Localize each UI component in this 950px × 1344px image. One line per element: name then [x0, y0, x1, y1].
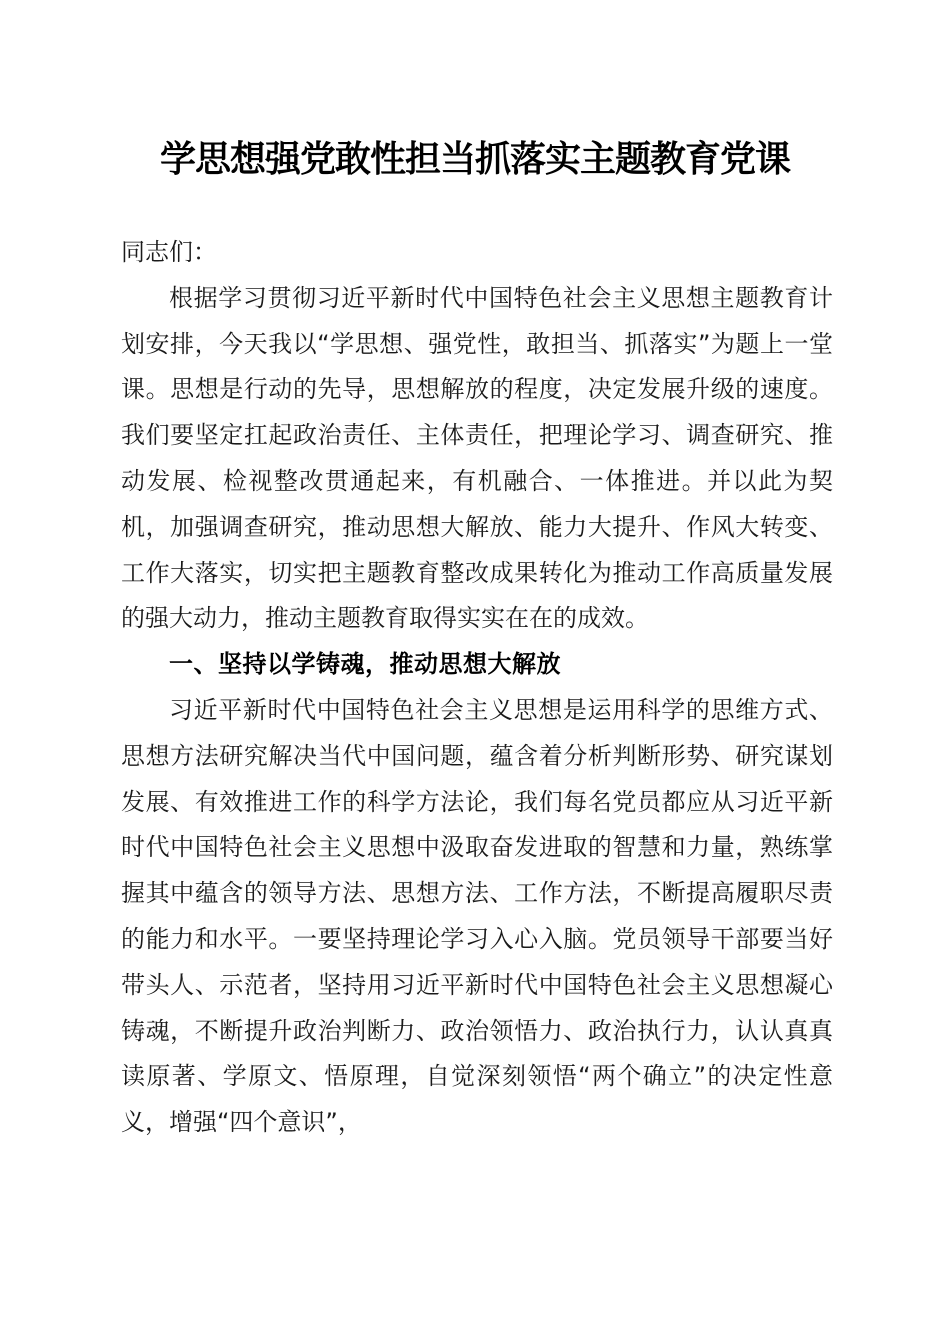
- salutation: 同志们：: [121, 238, 217, 266]
- document-body: [121, 230, 833, 1146]
- intro-paragraph: 根据学习贯彻习近平新时代中国特色社会主义思想主题教育计划安排，今天我以“学思想、强党性，敢担当、抓落实”为题上一堂课。思想是行动的先导，思想解放的程度，决定发展升级的速度。我们要坚定扛起政治责任、主体责任，把理论学习、调查研究、推动发展、检视整改贯通起来，有机融合、一体推进。并以此为契机，加强调查研究，推动思想大解放、能力大提升、作风大转变、工作大落实，切实把主题教育整改成果转化为推动工作高质量发展的强大动力，推动主题教育取得实实在在的成效。: [121, 283, 833, 633]
- section-paragraph: 习近平新时代中国特色社会主义思想是运用科学的思维方式、思想方法研究解决当代中国问题，蕴含着分析判断形势、研究谋划发展、有效推进工作的科学方法论，我们每名党员都应从习近平新时代中国特色社会主义思想中汲取奋发进取的智慧和力量，熟练掌握其中蕴含的领导方法、思想方法、工作方法，不断提高履职尽责的能力和水平。一要坚持理论学习入心入脑。党员领导干部要当好带头人、示范者，坚持用习近平新时代中国特色社会主义思想凝心铸魂，不断提升政治判断力、政治领悟力、政治执行力，认认真真读原著、学原文、悟原理，自觉深刻领悟“两个确立”的决定性意义，增强“四个意识”，: [121, 695, 833, 1137]
- document-title: 学思想强党敢性担当抓落实主题教育党课: [159, 138, 790, 180]
- section-heading: 一、坚持以学铸魂，推动思想大解放: [169, 650, 561, 679]
